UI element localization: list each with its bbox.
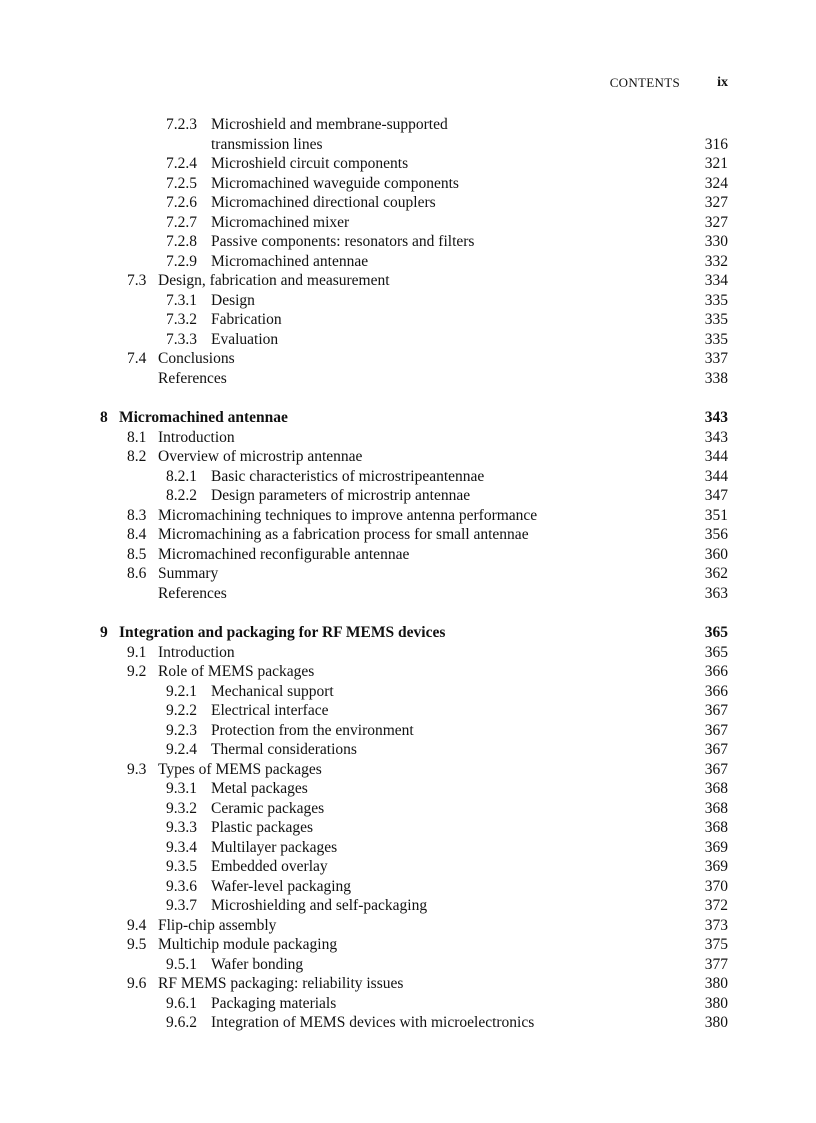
- toc-entry-title: Design parameters of microstrip antennae: [211, 487, 471, 504]
- toc-entry-title: Multichip module packaging: [158, 936, 338, 953]
- toc-entry: [0, 310, 816, 330]
- toc-entry: [0, 857, 816, 877]
- toc-entry-number: 8.3: [127, 506, 147, 524]
- toc-entry-title: Metal packages: [211, 780, 308, 797]
- toc-entry: [0, 174, 816, 194]
- toc-entry-number: 9.5.1: [166, 955, 197, 973]
- toc-entry-title: Microshield circuit components: [211, 155, 409, 172]
- toc-entry-number: 9: [100, 624, 108, 641]
- toc-entry: [0, 115, 816, 135]
- toc-entry-page: 366: [704, 663, 728, 680]
- toc-entry: [0, 271, 816, 291]
- toc-entry: [0, 721, 816, 741]
- toc-entry: [0, 818, 816, 838]
- toc-entry-page: 367: [704, 741, 728, 758]
- toc-entry-number: 9.2.3: [166, 721, 197, 739]
- toc-entry-number: 7.2.6: [166, 194, 197, 211]
- toc-entry-page: 343: [704, 409, 728, 426]
- toc-entry: [0, 564, 816, 584]
- toc-entry-title: Overview of microstrip antennae: [158, 448, 363, 465]
- toc-entry: [0, 154, 816, 174]
- toc-entry-number: 8.1: [127, 428, 147, 446]
- toc-entry-title: Conclusions: [158, 350, 235, 367]
- toc-entry-title: Multilayer packages: [211, 838, 338, 856]
- toc-entry-title: Micromachined mixer: [211, 213, 350, 231]
- toc-entry-page: 365: [704, 624, 728, 641]
- toc-entry: [0, 760, 816, 780]
- toc-entry: [0, 428, 816, 448]
- toc-entry-title: Plastic packages: [211, 819, 314, 836]
- toc-entry-title: Micromachining techniques to improve antenna performance: [158, 506, 538, 524]
- toc-entry: [0, 330, 816, 350]
- toc-entry-title: Design: [211, 291, 255, 309]
- toc-entry-page: 377: [704, 955, 728, 973]
- toc-entry: [0, 838, 816, 858]
- toc-entry-number: 7.3.3: [166, 330, 197, 348]
- toc-entry-title: References: [158, 369, 227, 387]
- toc-entry-number: 7.2.3: [166, 116, 197, 133]
- toc-entry: [0, 545, 816, 565]
- toc-entry-number: 7.3.2: [166, 311, 197, 328]
- toc-entry-page: 380: [704, 994, 728, 1012]
- toc-entry-page: 367: [704, 760, 728, 778]
- toc-entry-title: Design, fabrication and measurement: [158, 272, 390, 289]
- toc-entry-title: Basic characteristics of microstripeantennae: [211, 467, 485, 485]
- toc-entry-page: 335: [704, 311, 728, 328]
- toc-entry-page: 367: [704, 721, 728, 739]
- toc-entry-title: Mechanical support: [211, 682, 334, 700]
- toc-entry: [0, 896, 816, 916]
- toc-entry-number: 9.2.2: [166, 702, 197, 719]
- toc-entry-number: 7.2.5: [166, 174, 197, 192]
- toc-entry-title: Evaluation: [211, 330, 279, 348]
- toc-entry: [0, 935, 816, 955]
- toc-entry-page: 334: [704, 272, 728, 289]
- toc-entry-title: Types of MEMS packages: [158, 760, 322, 778]
- toc-entry: [0, 662, 816, 682]
- toc-entry-page: 347: [704, 487, 728, 504]
- section-gap: [0, 388, 816, 408]
- toc-entry-page: 351: [704, 506, 728, 524]
- toc-entry-title: Wafer-level packaging: [211, 877, 352, 895]
- toc-entry-title: Micromachined reconfigurable antennae: [158, 545, 410, 563]
- toc-entry: [0, 740, 816, 760]
- toc-entry-title: Micromachined waveguide components: [211, 174, 459, 192]
- toc-entry-page: 338: [704, 369, 728, 387]
- toc-entry-number: 9.3.6: [166, 877, 197, 895]
- toc-entry-page: 335: [704, 330, 728, 348]
- toc-entry-number: 8.6: [127, 565, 147, 582]
- toc-entry: [0, 135, 816, 155]
- toc-entry-number: 7.2.8: [166, 233, 197, 250]
- toc-entry-title: Introduction: [158, 428, 235, 446]
- toc-entry-title: Micromachining as a fabrication process for small antennae: [158, 526, 529, 543]
- toc-entry-page: 368: [704, 819, 728, 836]
- toc-entry-page: 344: [704, 467, 728, 485]
- toc-entry-title: Ceramic packages: [211, 799, 325, 817]
- toc-entry-page: 335: [704, 291, 728, 309]
- toc-entry-title: Integration and packaging for RF MEMS devices: [119, 624, 446, 641]
- toc-entry-title: Fabrication: [211, 311, 282, 328]
- toc-entry-page: 369: [704, 858, 728, 875]
- toc-entry-number: 9.3.7: [166, 897, 197, 914]
- toc-entry-page: 330: [704, 233, 728, 250]
- toc-entry: [0, 506, 816, 526]
- toc-entry-title: Flip-chip assembly: [158, 916, 277, 934]
- toc-entry-page: 360: [704, 545, 728, 563]
- toc-entry-number: 9.3.3: [166, 819, 197, 836]
- toc-entry: [0, 799, 816, 819]
- toc-entry-number: 9.6.2: [166, 1014, 197, 1031]
- toc-entry: [0, 486, 816, 506]
- toc-entry-number: 7.2.4: [166, 155, 197, 172]
- toc-entry: [0, 349, 816, 369]
- toc-entry-page: 380: [704, 1014, 728, 1031]
- toc-entry: [0, 955, 816, 975]
- toc-entry: [0, 467, 816, 487]
- section-gap: [0, 603, 816, 623]
- toc-entry-number: 7.3: [127, 272, 147, 289]
- toc-entry-title: Electrical interface: [211, 702, 329, 719]
- toc-entry: [0, 213, 816, 233]
- toc-entry-page: 368: [704, 780, 728, 797]
- toc-entry-number: 7.2.9: [166, 252, 197, 270]
- toc-entry-title: Embedded overlay: [211, 858, 328, 875]
- toc-entry: [0, 779, 816, 799]
- toc-entry: [0, 584, 816, 604]
- toc-entry: [0, 369, 816, 389]
- toc-entry-title: Microshield and membrane-supported: [211, 116, 448, 133]
- toc-entry-number: 9.2: [127, 663, 147, 680]
- toc-entry-number: 7.2.7: [166, 213, 197, 231]
- toc-entry-page: 380: [704, 975, 728, 992]
- toc-entry-page: 337: [704, 350, 728, 367]
- toc-entry-number: 8.5: [127, 545, 147, 563]
- toc-entry-page: 344: [704, 448, 728, 465]
- running-header-title: CONTENTS: [609, 75, 680, 90]
- toc-entry: [0, 193, 816, 213]
- toc-entry-title: Passive components: resonators and filters: [211, 233, 475, 250]
- toc-entry: [0, 232, 816, 252]
- toc-entry-title: Micromachined antennae: [119, 409, 288, 426]
- toc-entry-number: 9.1: [127, 643, 147, 661]
- toc-entry-page: 375: [704, 936, 728, 953]
- toc-entry-page: 372: [704, 897, 728, 914]
- table-of-contents: [0, 115, 816, 1033]
- toc-entry-page: 332: [704, 252, 728, 270]
- toc-entry-page: 370: [704, 877, 728, 895]
- toc-entry-number: 8.2: [127, 448, 147, 465]
- toc-entry: [0, 252, 816, 272]
- toc-entry-number: 9.6.1: [166, 994, 197, 1012]
- toc-entry: [0, 994, 816, 1014]
- toc-entry-title: Protection from the environment: [211, 721, 414, 739]
- toc-entry-title: Micromachined antennae: [211, 252, 369, 270]
- toc-entry-page: 367: [704, 702, 728, 719]
- toc-entry-title: References: [158, 584, 227, 602]
- toc-entry-title: RF MEMS packaging: reliability issues: [158, 975, 404, 992]
- toc-entry: [0, 525, 816, 545]
- toc-entry: [0, 701, 816, 721]
- running-header: [0, 75, 728, 93]
- toc-entry-number: 9.3.5: [166, 858, 197, 875]
- toc-entry-number: 9.3.1: [166, 780, 197, 797]
- toc-entry: [0, 974, 816, 994]
- toc-entry-page: 343: [704, 428, 728, 446]
- toc-entry: [0, 682, 816, 702]
- toc-entry-title: Microshielding and self-packaging: [211, 897, 428, 914]
- toc-entry-number: 9.2.1: [166, 682, 197, 700]
- toc-entry-page: 327: [704, 194, 728, 211]
- toc-entry-title: Integration of MEMS devices with microelectronics: [211, 1014, 535, 1031]
- toc-entry: [0, 877, 816, 897]
- toc-entry: [0, 291, 816, 311]
- toc-entry-page: 368: [704, 799, 728, 817]
- toc-entry: [0, 643, 816, 663]
- toc-entry-number: 8: [100, 409, 108, 426]
- toc-entry-title: Summary: [158, 565, 219, 582]
- toc-entry: [0, 916, 816, 936]
- toc-entry-number: 8.2.1: [166, 467, 197, 485]
- toc-entry-number: 8.4: [127, 526, 147, 543]
- toc-entry-number: 9.4: [127, 916, 147, 934]
- toc-entry-title: Micromachined directional couplers: [211, 194, 436, 211]
- toc-entry-number: 7.3.1: [166, 291, 197, 309]
- toc-entry-number: 7.4: [127, 350, 147, 367]
- toc-entry: [0, 447, 816, 467]
- toc-chapter-entry: [0, 408, 816, 428]
- toc-entry-page: 356: [704, 526, 728, 543]
- toc-chapter-entry: [0, 623, 816, 643]
- toc-entry-page: 373: [704, 916, 728, 934]
- toc-entry-page: 327: [704, 213, 728, 231]
- toc-entry: [0, 1013, 816, 1033]
- page-number: ix: [717, 75, 728, 90]
- toc-entry-page: 324: [704, 174, 728, 192]
- toc-entry-title: Wafer bonding: [211, 955, 304, 973]
- toc-entry-page: 321: [704, 155, 728, 172]
- toc-entry-number: 9.2.4: [166, 741, 197, 758]
- toc-entry-number: 9.6: [127, 975, 147, 992]
- toc-entry-number: 8.2.2: [166, 487, 197, 504]
- toc-entry-title: Role of MEMS packages: [158, 663, 315, 680]
- toc-entry-title: Thermal considerations: [211, 741, 357, 758]
- toc-entry-number: 9.5: [127, 936, 147, 953]
- toc-entry-page: 365: [704, 643, 728, 661]
- toc-entry-page: 369: [704, 838, 728, 856]
- toc-entry-number: 9.3: [127, 760, 147, 778]
- toc-entry-page: 363: [704, 584, 728, 602]
- toc-entry-number: 9.3.2: [166, 799, 197, 817]
- toc-entry-title: Packaging materials: [211, 994, 337, 1012]
- toc-entry-number: 9.3.4: [166, 838, 197, 856]
- toc-entry-title: Introduction: [158, 643, 235, 661]
- toc-entry-title: transmission lines: [211, 135, 323, 153]
- toc-entry-page: 316: [704, 135, 728, 153]
- toc-entry-page: 366: [704, 682, 728, 700]
- toc-entry-page: 362: [704, 565, 728, 582]
